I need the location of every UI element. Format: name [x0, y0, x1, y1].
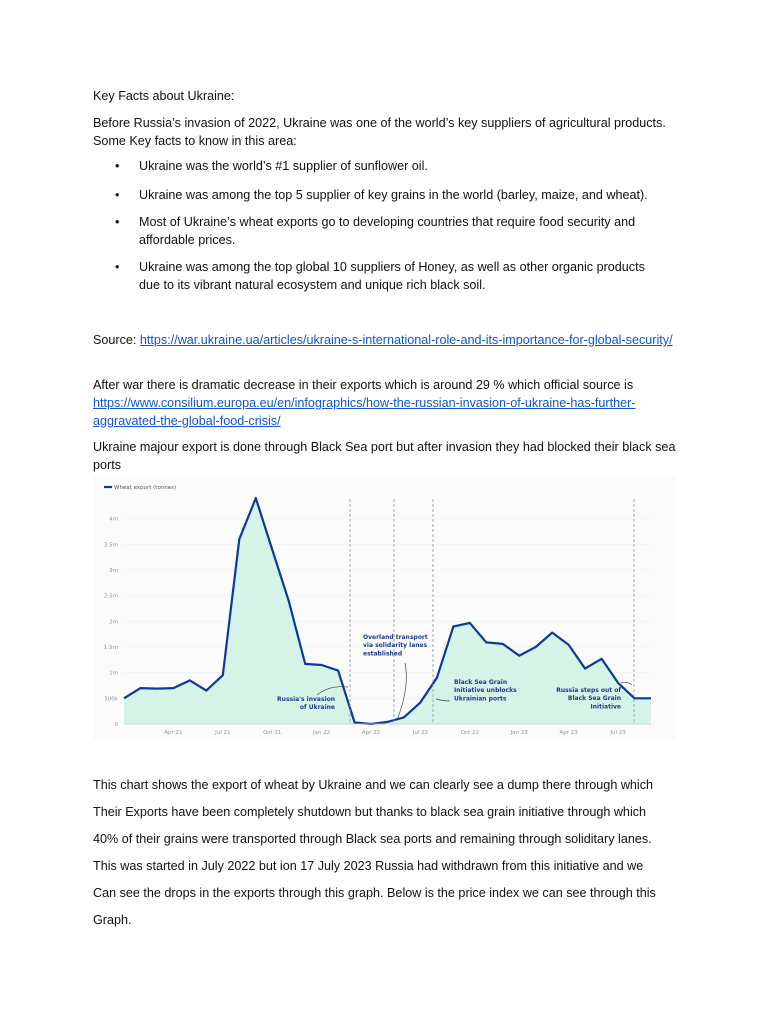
intro-paragraph: Before Russia’s invasion of 2022, Ukraine was one of the world’s key suppliers of agricultural products. Some Key facts to know in this area: [93, 116, 666, 148]
x-tick-label: Oct 22 [460, 730, 479, 736]
annotation-initiative-exit-line: Russia steps out of [556, 687, 621, 694]
y-tick-label: 0 [114, 722, 118, 728]
source-paragraph [93, 331, 678, 349]
annotation-grain-initiative-line: Black Sea Grain [454, 679, 508, 686]
x-tick-label: Apr 23 [559, 730, 578, 736]
list-item-text: Ukraine was the world’s #1 supplier of sunflower oil. [139, 159, 428, 173]
chart-description-line: This was started in July 2022 but ion 17 July 2023 Russia had withdrawn from this initiative and we [93, 859, 644, 873]
annotation-invasion-line: of Ukraine [299, 704, 335, 712]
annotation-initiative-exit-line: Initiative [590, 703, 621, 711]
list-item-text: Most of Ukraine’s wheat exports go to developing countries that require food security and affordable prices. [139, 215, 636, 247]
annotation-invasion-line: Russia's invasion [277, 696, 335, 703]
source-label: Source: [93, 333, 140, 347]
x-tick-label: Jul 23 [610, 730, 626, 736]
annotation-grain-initiative-line: Ukrainian ports [454, 695, 507, 703]
wheat-export-chart-svg [93, 477, 676, 739]
x-tick-label: Apr 22 [361, 730, 381, 736]
x-tick-label: Jul 21 [215, 730, 231, 736]
bullet-icon: • [115, 188, 120, 202]
bullet-icon: • [115, 159, 120, 173]
y-tick-label: 3.5m [103, 542, 118, 549]
y-tick-label: 3m [109, 568, 118, 574]
source-link[interactable]: https://war.ukraine.ua/articles/ukraine-s-international-role-and-its-importance-for-global-security/ [139, 333, 673, 347]
chart-description-line: This chart shows the export of wheat by Ukraine and we can clearly see a dump there through which [93, 778, 654, 792]
list-item-text: Ukraine was among the top global 10 suppliers of Honey, as well as other organic products due to its vibrant natural ecosystem and unique rich black soil. [139, 260, 645, 292]
x-tick-label: Jul 22 [412, 730, 429, 736]
y-tick-label: 2m [109, 619, 118, 626]
annotation-solidarity-lanes-line: via solidarity lanes [363, 642, 428, 650]
solidarity-arrow [397, 663, 406, 720]
x-tick-label: Apr 21 [164, 730, 183, 736]
y-tick-label: 4m [109, 516, 118, 523]
annotation-initiative-exit-line: Black Sea Grain [567, 695, 621, 703]
black-sea-paragraph: Ukraine majour export is done through Black Sea port but after invasion they had blocked their black sea ports [93, 440, 676, 472]
y-tick-label: 500k [104, 696, 118, 703]
annotation-solidarity-lanes-line: Overland transport [363, 634, 428, 641]
y-tick-label: 1.5m [103, 645, 118, 651]
annotation-solidarity-lanes-line: established [363, 650, 403, 658]
y-tick-label: 2.5m [103, 593, 118, 600]
chart-description-line: Their Exports have been completely shutdown but thanks to black sea grain initiative through which [93, 805, 647, 819]
chart-description-line: Can see the drops in the exports through this graph. Below is the price index we can see through this [93, 886, 656, 900]
initiative-exit-arrow [621, 682, 632, 685]
after-war-paragraph [93, 376, 678, 430]
consilium-link[interactable]: https://www.consilium.europa.eu/en/infographics/how-the-russian-invasion-of-ukraine-has-further-aggravated-the-global-food-crisis/ [93, 396, 636, 428]
list-item-text: Ukraine was among the top 5 supplier of key grains in the world (barley, maize, and wheat). [139, 188, 648, 202]
chart-description-line: Graph. [93, 913, 132, 927]
chart-description-line: 40% of their grains were transported through Black sea ports and remaining through soliditary lanes. [93, 832, 652, 846]
annotation-grain-initiative-line: Initiative unblocks [454, 687, 517, 695]
bullet-icon: • [115, 260, 120, 274]
wheat-export-chart [93, 477, 676, 739]
x-tick-label: Jan 22 [313, 730, 331, 736]
x-tick-label: Oct 21 [263, 730, 282, 736]
key-facts-heading: Key Facts about Ukraine: [93, 89, 235, 103]
bullet-icon: • [115, 215, 120, 229]
legend-label: Wheat export (tonnes) [114, 485, 177, 491]
x-tick-label: Jan 23 [510, 730, 528, 736]
after-war-text: After war there is dramatic decrease in their exports which is around 29 % which official source is [93, 378, 634, 392]
y-tick-label: 1m [109, 670, 118, 677]
